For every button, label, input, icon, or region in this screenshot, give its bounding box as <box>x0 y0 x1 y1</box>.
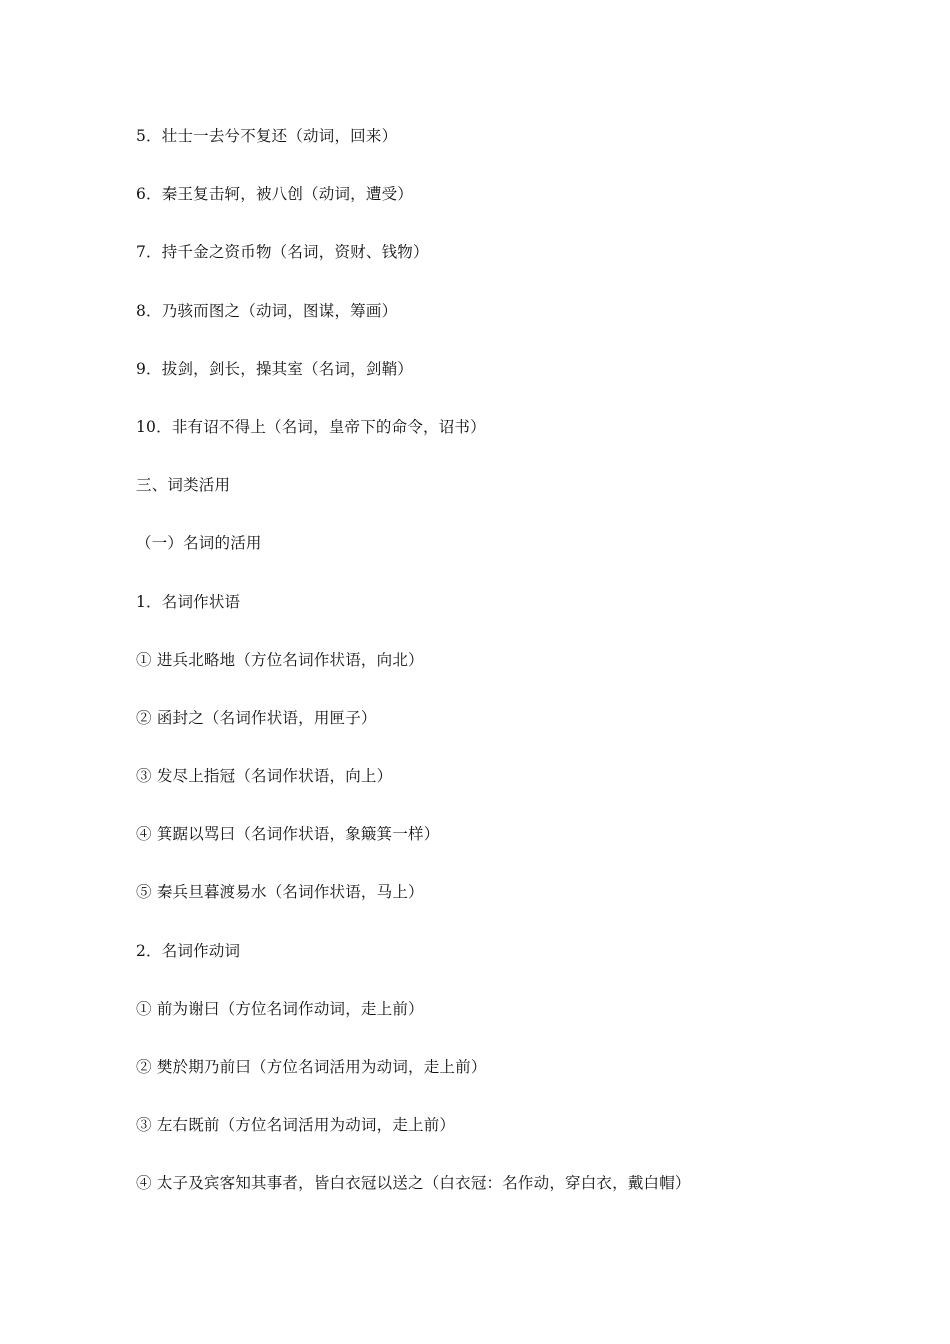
list-item: ① 进兵北略地（方位名词作状语，向北） <box>136 650 424 669</box>
list-item: 6．秦王复击轲，被八创（动词，遭受） <box>136 185 413 204</box>
subsection-heading: 2．名词作动词 <box>136 941 241 960</box>
document-body <box>136 124 916 1230</box>
list-item: ② 樊於期乃前曰（方位名词活用为动词，走上前） <box>136 1058 487 1076</box>
list-item: ① 前为谢曰（方位名词作动词，走上前） <box>136 999 424 1018</box>
list-item: 8．乃骇而图之（动词，图谋，筹画） <box>136 301 398 320</box>
list-item: 9．拔剑，剑长，操其室（名词，剑鞘） <box>136 359 413 378</box>
list-item: ④ 箕踞以骂曰（名词作状语，象簸箕一样） <box>136 825 440 844</box>
list-item: 7．持千金之资币物（名词，资财、钱物） <box>136 243 429 262</box>
section-heading: 三、词类活用 <box>136 476 231 495</box>
list-item: 10．非有诏不得上（名词，皇帝下的命令，诏书） <box>136 417 486 436</box>
subsection-heading: 1．名词作状语 <box>136 592 241 611</box>
list-item: ③ 发尽上指冠（名词作状语，向上） <box>136 767 393 786</box>
list-item: ③ 左右既前（方位名词活用为动词，走上前） <box>136 1116 456 1135</box>
subsection-heading: （一）名词的活用 <box>136 534 262 553</box>
list-item: ② 函封之（名词作状语，用匣子） <box>136 708 377 727</box>
list-item: ④ 太子及宾客知其事者，皆白衣冠以送之（白衣冠：名作动，穿白衣，戴白帽） <box>136 1174 691 1193</box>
list-item: ⑤ 秦兵旦暮渡易水（名词作状语，马上） <box>136 883 424 902</box>
list-item: 5．壮士一去兮不复还（动词，回来） <box>136 127 398 145</box>
